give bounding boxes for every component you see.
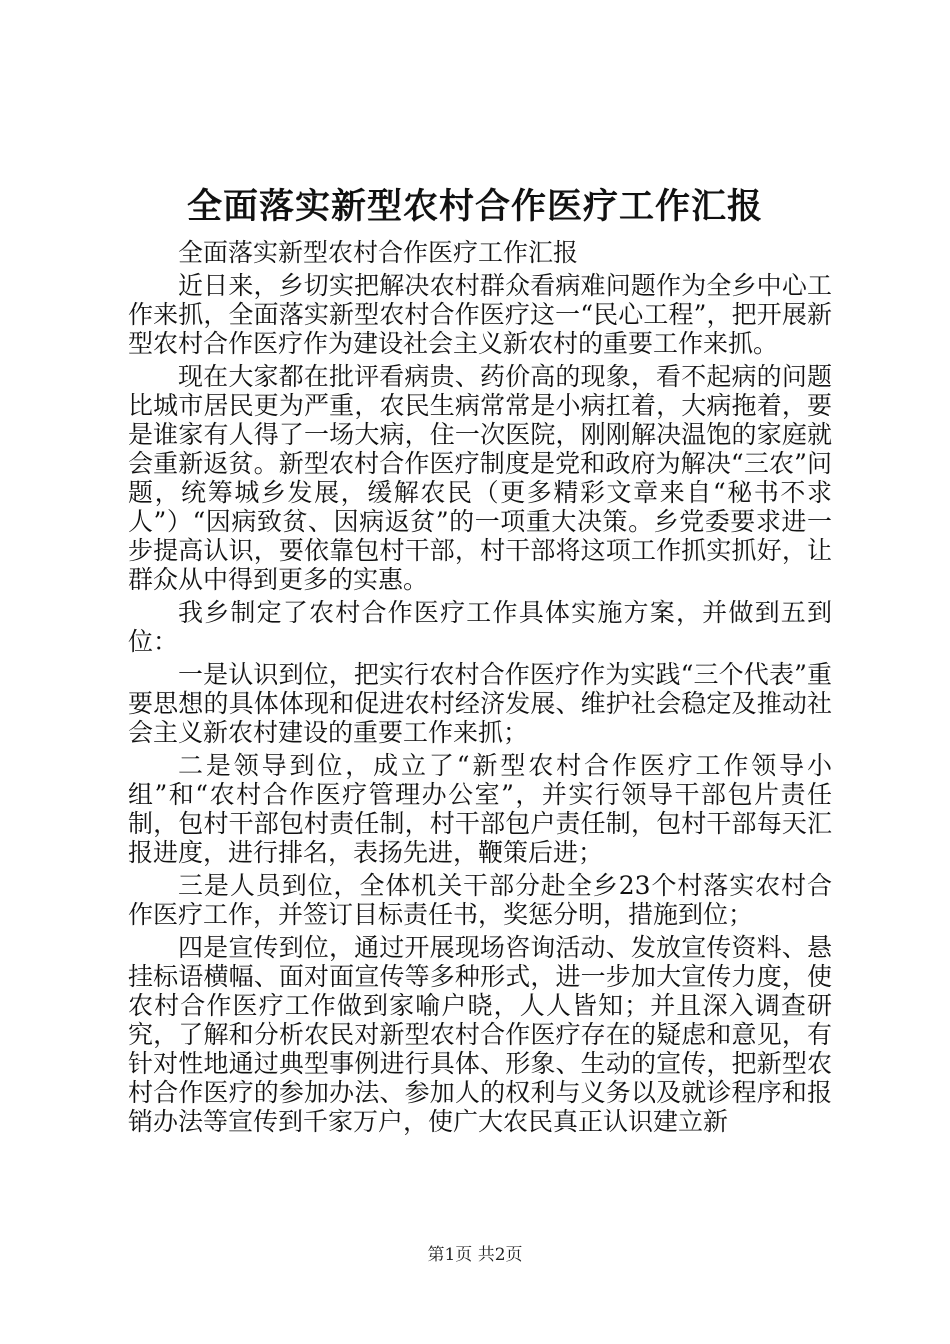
body-paragraph: 二是领导到位，成立了“新型农村合作医疗工作领导小组”和“农村合作医疗管理办公室”，并实行领导干部包片责任制，包村干部包村责任制，村干部包户责任制，包村干部每天汇报进度，进行排名，表扬先进，鞭策后进； [128,751,832,867]
document-title: 全面落实新型农村合作医疗工作汇报 [186,186,763,227]
body-paragraph: 三是人员到位，全体机关干部分赴全乡23个村落实农村合作医疗工作，并签订目标责任书，奖惩分明，措施到位； [128,871,832,929]
body-paragraph: 现在大家都在批评看病贵、药价高的现象，看不起病的问题比城市居民更为严重，农民生病常常是小病扛着，大病拖着，要是谁家有人得了一场大病，住一次医院，刚刚解决温饱的家庭就会重新返贫。新型农村合作医疗制度是党和政府为解决“三农”问题，统筹城乡发展，缓解农民（更多精彩文章来自“秘书不求人”）“因病致贫、因病返贫”的一项重大决策。乡党委要求进一步提高认识，要依靠包村干部，村干部将这项工作抓实抓好，让群众从中得到更多的实惠。 [128,362,832,594]
page-number-footer: 第1页 共2页 [427,1245,523,1265]
body-paragraph: 我乡制定了农村合作医疗工作具体实施方案，并做到五到位： [128,598,832,656]
body-paragraph: 四是宣传到位，通过开展现场咨询活动、发放宣传资料、悬挂标语横幅、面对面宣传等多种形式，进一步加大宣传力度，使农村合作医疗工作做到家喻户晓，人人皆知；并且深入调查研究，了解和分析农民对新型农村合作医疗存在的疑虑和意见，有针对性地通过典型事例进行具体、形象、生动的宣传，把新型农村合作医疗的参加办法、参加人的权利与义务以及就诊程序和报销办法等宣传到千家万户，使广大农民真正认识建立新 [128,933,832,1136]
document-body [128,238,832,1136]
body-paragraph-heading: 全面落实新型农村合作医疗工作汇报 [178,238,579,267]
body-paragraph: 一是认识到位，把实行农村合作医疗作为实践“三个代表”重要思想的具体体现和促进农村经济发展、维护社会稳定及推动社会主义新农村建设的重要工作来抓； [128,660,832,747]
body-paragraph: 近日来，乡切实把解决农村群众看病难问题作为全乡中心工作来抓，全面落实新型农村合作医疗这一“民心工程”，把开展新型农村合作医疗作为建设社会主义新农村的重要工作来抓。 [128,271,832,358]
